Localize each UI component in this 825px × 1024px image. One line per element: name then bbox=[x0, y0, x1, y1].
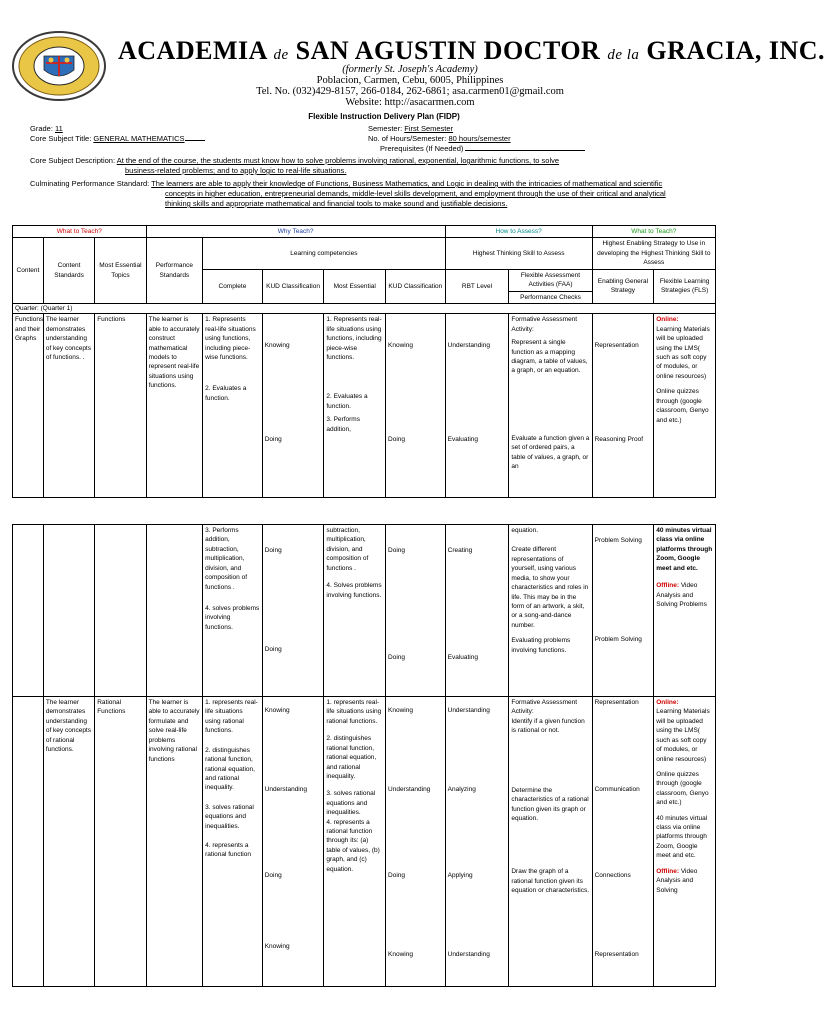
cell-complete: 1. represents real-life situations using rational functions. 2. distinguishes rational function, rational equation, and rational inequality. 3. solves rational equations and inequalities. 4. represents a rational function bbox=[203, 697, 263, 987]
header-kud-1: KUD Classification bbox=[262, 269, 324, 303]
school-name: ACADEMIA de SAN AGUSTIN DOCTOR de la GRACIA, INC. bbox=[118, 36, 825, 65]
cell-complete: 1. Represents real-life situations using functions, including piece-wise functions. 2. Evaluates a function. bbox=[203, 314, 263, 498]
header-highest-thinking: Highest Thinking Skill to Assess bbox=[445, 238, 592, 269]
cell-kud-2: Knowing Doing bbox=[386, 314, 446, 498]
semester-field: Semester: First Semester bbox=[368, 124, 454, 133]
prerequisites-field: Prerequisites (If Needed) bbox=[380, 144, 585, 153]
header-essential-topics: Most Essential Topics bbox=[95, 238, 146, 304]
cell-kud-2: Knowing Understanding Doing Knowing bbox=[386, 697, 446, 987]
grade-field: Grade: 11 bbox=[30, 124, 63, 133]
cell-content-standard: The learner demonstrates understanding of key concepts of rational functions. bbox=[43, 697, 94, 987]
header-enabling-general: Enabling General Strategy bbox=[592, 269, 654, 303]
header-most-essential: Most Essential bbox=[324, 269, 386, 303]
cell-faa: Formative Assessment Activity: Represent a single function as a mapping diagram, a table of values, a graph, or an equation. Evaluate a function given a set of ordered pairs, a table of values, a graph, or an bbox=[509, 314, 592, 498]
header-rbt-level: RBT Level bbox=[445, 269, 509, 303]
cell-most-essential: 1. represents real-life situations using rational functions. 2. distinguishes rational function, rational equation, and rational inequality. 3. solves rational equations and inequalities. 4. represents a rational function through its: (a) table of values, (b) graph, and (c) equation. bbox=[324, 697, 386, 987]
header-content-standards: Content Standards bbox=[43, 238, 94, 304]
cell-fls: Online: Learning Materials will be uploaded using the LMS( such as soft copy of modules, or online resources) Online quizzes through (google classroom, Genyo and etc.) 40 minutes virtual class via online platforms through Zoom, Google meet and etc. Offline: Video Analysis and Solving bbox=[654, 697, 716, 987]
formerly-line: (formerly St. Joseph's Academy) bbox=[342, 64, 478, 75]
group-why-teach: Why Teach? bbox=[146, 226, 445, 238]
cell-kud-2: Doing Doing bbox=[386, 525, 446, 697]
cell-kud-1: Knowing Doing bbox=[262, 314, 324, 498]
header-highest-enabling: Highest Enabling Strategy to Use in developing the Highest Thinking Skill to Assess bbox=[592, 238, 715, 269]
cell-kud-1: Doing Doing bbox=[262, 525, 324, 697]
cell-enabling-strategy: Representation Communication Connections Representation bbox=[592, 697, 654, 987]
cell-fls: Online: Learning Materials will be uploaded using the LMS( such as soft copy of modules, or online resources) Online quizzes through (google classroom, Genyo and etc.) bbox=[654, 314, 716, 498]
cell-most-essential: 1. Represents real-life situations using functions, including piece-wise functions. 2. Evaluates a function. 3. Performs addition, bbox=[324, 314, 386, 498]
subject-description-line2: business-related problems; and to apply logic to real-life situations. bbox=[125, 166, 347, 175]
cell-enabling-strategy: Problem Solving Problem Solving bbox=[592, 525, 654, 697]
subject-field: Core Subject Title: GENERAL MATHEMATICS bbox=[30, 134, 205, 143]
cell-most-essential: subtraction, multiplication, division, and composition of functions . 4. Solves problems involving functions. bbox=[324, 525, 386, 697]
cell-faa: equation. Create different representations of yourself, using various media, to show your characteristics and roles in life. This may be in the form of an artwork, a skit, or a song-and-dance number. Evaluating problems involving functions. bbox=[509, 525, 592, 697]
cell-content bbox=[13, 525, 44, 697]
website-line: Website: http://asacarmen.com bbox=[345, 97, 475, 108]
group-what-to-teach: What to Teach? bbox=[13, 226, 147, 238]
cell-rbt: Understanding Evaluating bbox=[445, 314, 509, 498]
cell-content bbox=[13, 697, 44, 987]
cell-content-standard: The learner demonstrates understanding of key concepts of functions. . bbox=[43, 314, 94, 498]
subject-description: Core Subject Description: At the end of the course, the students must know how to solve problems involving rational, exponential, logarithmic functions, to solve bbox=[30, 156, 560, 165]
cell-fls: 40 minutes virtual class via online platforms through Zoom, Google meet and etc. Offline: Video Analysis and Solving Problems bbox=[654, 525, 716, 697]
culminating-standard: Culminating Performance Standard: The learners are able to apply their knowledge of Functions, Business Mathematics, and Logic in dealing with the intricacies of mathematical and scientific bbox=[30, 179, 663, 188]
header-complete: Complete bbox=[203, 269, 263, 303]
fidp-table-2 bbox=[12, 524, 716, 987]
group-what-to-teach-2: What to Teach? bbox=[592, 226, 715, 238]
cell-enabling-strategy: Representation Reasoning Proof bbox=[592, 314, 654, 498]
quarter-row: Quarter: (Quarter 1) bbox=[13, 303, 716, 313]
cell-topic bbox=[95, 525, 146, 697]
cell-rbt: Creating Evaluating bbox=[445, 525, 509, 697]
cell-topic: Rational Functions bbox=[95, 697, 146, 987]
cell-content: Functions and their Graphs bbox=[13, 314, 44, 498]
group-how-to-assess: How to Assess? bbox=[445, 226, 592, 238]
culminating-standard-line2: concepts in higher education, entrepreneurial demands, middle-level skills development, and employment through the use of their critical and analytical bbox=[165, 189, 666, 198]
header-fls: Flexible Learning Strategies (FLS) bbox=[654, 269, 716, 303]
cell-topic: Functions bbox=[95, 314, 146, 498]
header-content: Content bbox=[13, 238, 44, 304]
cell-content-standard bbox=[43, 525, 94, 697]
fidp-table-1 bbox=[12, 225, 716, 498]
cell-kud-1: Knowing Understanding Doing Knowing bbox=[262, 697, 324, 987]
cell-complete: 3. Performs addition, subtraction, multiplication, division, and composition of functions . 4. solves problems involving functions. bbox=[203, 525, 263, 697]
header-performance-checks: Performance Checks bbox=[509, 291, 592, 303]
cell-rbt: Understanding Analyzing Applying Understanding bbox=[445, 697, 509, 987]
cell-performance-standard: The learner is able to accurately construct mathematical models to represent real-life situations using functions. bbox=[146, 314, 203, 498]
header-performance-standards: Performance Standards bbox=[146, 238, 203, 304]
cell-faa: Formative Assessment Activity: Identify if a given function is rational or not. Determine the characteristics of a rational function given its graph or equation. Draw the graph of a rational function given its equation or characteristics. bbox=[509, 697, 592, 987]
culminating-standard-line3: thinking skills and appropriate mathematical and financial tools to make sound and justifiable decisions. bbox=[165, 199, 508, 208]
cell-performance-standard: The learner is able to accurately formulate and solve real-life problems involving rational functions bbox=[146, 697, 203, 987]
school-logo bbox=[10, 30, 108, 102]
hours-field: No. of Hours/Semester: 80 hours/semester bbox=[368, 134, 511, 143]
header-kud-2: KUD Classification bbox=[386, 269, 446, 303]
contact-line: Tel. No. (032)429-8157, 266-0184, 262-6861; asa.carmen01@gmail.com bbox=[256, 86, 564, 97]
document-title: Flexible Instruction Delivery Plan (FIDP) bbox=[308, 112, 460, 121]
address-line: Poblacion, Carmen, Cebu, 6005, Philippines bbox=[316, 75, 504, 86]
cell-performance-standard bbox=[146, 525, 203, 697]
header-faa: Flexible Assessment Activities (FAA) bbox=[509, 269, 592, 291]
header-learning-competencies: Learning competencies bbox=[203, 238, 446, 269]
